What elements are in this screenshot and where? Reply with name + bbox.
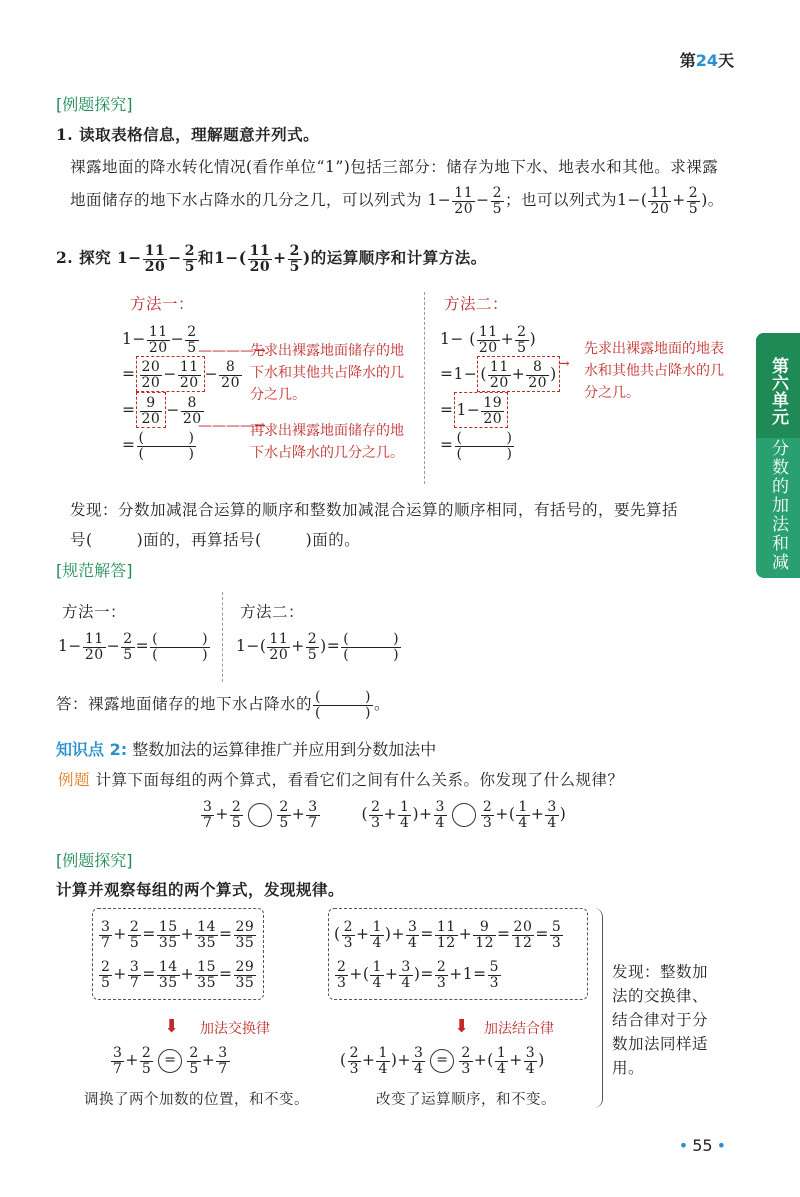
example-prompt: 例题 计算下面每组的两个算式，看看它们之间有什么关系。你发现了什么规律？	[58, 771, 624, 789]
answer-method-2-expr: 1−( $\frac{11}{20}$ + $\frac{2}{5}$ )= $\frac{( )}{( )}$	[236, 631, 400, 663]
day-number: 24	[695, 51, 718, 70]
section-3-title: 计算并观察每组的两个算式，发现规律。	[56, 880, 345, 899]
question-1-line-2: 地面储存的地下水占降水的几分之几，可以列式为 1− $\frac{11}{20}$ − $\frac{2}{5}$ ；也可以列式为1−( $\frac{11}{20}$ + $\frac{2}{5}$ )。	[70, 185, 724, 217]
topic-label: 分数的加法和减法	[724, 439, 788, 572]
law-commutative: 加法交换律	[200, 1021, 270, 1037]
commutative-result: $\frac{3}{7}$ + $\frac{2}{5}$ = $\frac{2}{5}$ + $\frac{3}{7}$	[113, 1045, 228, 1077]
down-arrow-2: ⬇	[454, 1016, 470, 1037]
answer-method-1-label: 方法一：	[62, 603, 127, 621]
law-associative: 加法结合律	[484, 1021, 554, 1037]
question-1-line-1: 裸露地面的降水转化情况(看作单位“1”)包括三部分：储存为地下水、地表水和其他。求裸露	[70, 158, 719, 176]
discovery-note: 发现：整数加法的交换律、结合律对于分数加法同样适用。	[612, 963, 709, 1077]
arrow-1: ————→	[198, 343, 266, 359]
question-2-title: 2. 探究 1− $\frac{11}{20}$ − $\frac{2}{5}$ 和1−( $\frac{11}{20}$ + $\frac{2}{5}$ )的运算顺序和计算方法。	[56, 243, 487, 275]
question-1-title: 1. 读取表格信息，理解题意并列式。	[56, 125, 320, 144]
finding-line-1: 发现：分数加减混合运算的顺序和整数加减混合运算的顺序相同，有括号的，要先算括	[70, 501, 679, 519]
unit-label: 第六单元	[756, 333, 800, 438]
example-expressions: $\frac{3}{7}$ + $\frac{2}{5}$ $\frac{2}{5}$ + $\frac{3}{7}$ ( $\frac{2}{3}$ + $\frac{1}{4}$ )+ $\frac{3}{4}$ $\frac{2}{3}$ +( $\frac{1}{4}$ + $\frac{3}{4}$ )	[203, 799, 567, 831]
method-1-note-1: 先求出裸露地面储存的地下水和其他共占降水的几分之几。	[250, 343, 404, 403]
method-divider	[424, 292, 425, 484]
answer-line: 答：裸露地面储存的地下水占降水的 $\frac{( )}{( )}$ 。	[56, 689, 390, 721]
associative-result: ( $\frac{2}{3}$ + $\frac{1}{4}$ )+ $\frac{3}{4}$ = $\frac{2}{3}$ +( $\frac{1}{4}$ + $\frac{3}{4}$ )	[340, 1045, 545, 1077]
arrow-2: ————→	[198, 418, 266, 434]
commutative-equations: $\frac{3}{7}$ + $\frac{2}{5}$ = $\frac{15}{35}$ + $\frac{14}{35}$ = $\frac{29}{35}$ $\frac{2}{5}$ + $\frac{3}{7}$ = $\frac{14}{35}$ + $\frac{15}{35}$ = $\frac{29}{35}$	[101, 918, 255, 991]
section-heading-example-explore: [例题探究]	[56, 95, 133, 114]
knowledge-point-2: 知识点 2: 整数加法的运算律推广并应用到分数加法中	[56, 740, 437, 759]
answer-divider	[222, 592, 223, 682]
method-1-steps: 1− $\frac{11}{20}$ − $\frac{2}{5}$ = $\frac{20}{20}$ − $\frac{11}{20}$ − $\frac{8}{20}$ = $\frac{9}{20}$ − $\frac{8}{20}$ = $\frac{( )}{( )}$	[122, 323, 240, 462]
section-heading-standard-answer: [规范解答]	[56, 561, 133, 580]
associative-caption: 改变了运算顺序，和不变。	[376, 1092, 556, 1108]
method-1-label: 方法一：	[130, 295, 195, 313]
unit-side-tab	[724, 333, 800, 578]
day-indicator: 第24天	[679, 51, 734, 70]
method-1-note-2: 再求出裸露地面储存的地下水占降水的几分之几。	[250, 423, 404, 461]
commutative-caption: 调换了两个加数的位置，和不变。	[84, 1092, 309, 1108]
answer-method-1-expr: 1− $\frac{11}{20}$ − $\frac{2}{5}$ = $\frac{( )}{( )}$	[58, 631, 209, 663]
arrow-3: →	[558, 356, 570, 372]
associative-equations: ( $\frac{2}{3}$ + $\frac{1}{4}$ )+ $\frac{3}{4}$ = $\frac{11}{12}$ + $\frac{9}{12}$ = $\frac{20}{12}$ = $\frac{5}{3}$ $\frac{2}{3}$ +( $\frac{1}{4}$ + $\frac{3}{4}$ )= $\frac{2}{3}$ +1= $\frac{5}{3}$	[334, 918, 562, 991]
method-2-steps: 1− ( $\frac{11}{20}$ + $\frac{2}{5}$ ) =1− ( $\frac{11}{20}$ + $\frac{8}{20}$ ) = 1− $\frac{19}{20}$ = $\frac{( )}{( )}$	[440, 322, 560, 462]
section-heading-example-explore-2: [例题探究]	[56, 851, 133, 870]
page-number: • 55 •	[678, 1136, 726, 1155]
finding-line-2: 号( )面的，再算括号( )面的。	[70, 531, 361, 549]
answer-method-2-label: 方法二：	[240, 603, 305, 621]
brace	[594, 908, 603, 1108]
method-2-note: 先求出裸露地面的地表水和其他共占降水的几分之几。	[584, 341, 724, 401]
down-arrow-1: ⬇	[164, 1016, 180, 1037]
method-2-label: 方法二：	[444, 295, 509, 313]
